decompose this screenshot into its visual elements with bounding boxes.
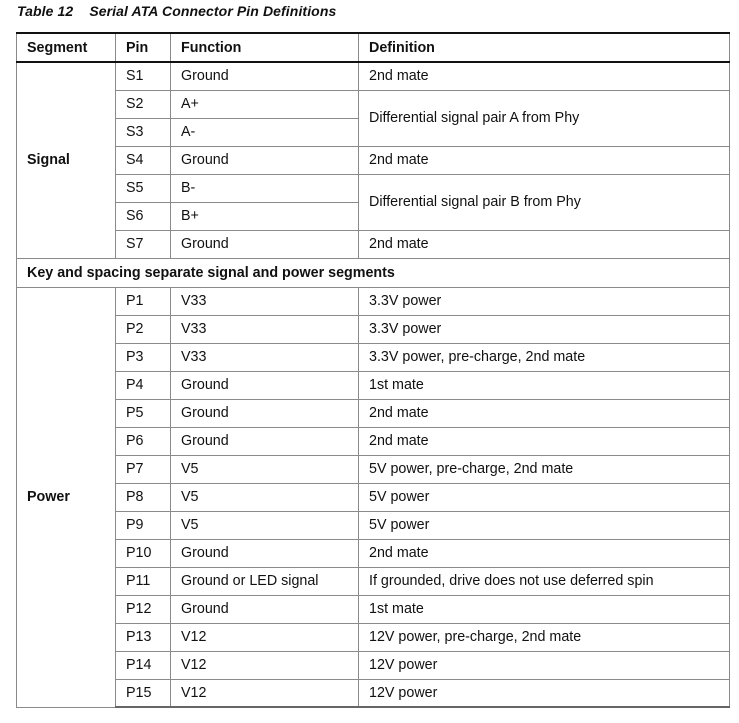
definition-cell: 2nd mate [359,539,730,567]
function-cell: Ground [171,62,359,90]
function-cell: V33 [171,315,359,343]
pin-cell: P4 [116,371,171,399]
definition-cell: 2nd mate [359,62,730,90]
pin-cell: P9 [116,511,171,539]
function-cell: Ground [171,539,359,567]
table-row [17,90,730,118]
header-pin: Pin [116,33,171,62]
header-segment: Segment [17,33,116,62]
pin-cell: S1 [116,62,171,90]
function-cell: V5 [171,455,359,483]
header-row [17,33,730,62]
separator-row [17,258,730,287]
pin-cell: S6 [116,202,171,230]
pin-cell: P5 [116,399,171,427]
function-cell: Ground [171,427,359,455]
pin-cell: P13 [116,623,171,651]
definition-cell: 5V power, pre-charge, 2nd mate [359,455,730,483]
separator-note: Key and spacing separate signal and power segments [17,258,730,287]
pin-cell: P2 [116,315,171,343]
table-row [17,511,730,539]
table-row [17,399,730,427]
table-row [17,146,730,174]
table-row [17,343,730,371]
definition-cell: 1st mate [359,595,730,623]
definition-cell: 2nd mate [359,230,730,258]
pin-cell: P7 [116,455,171,483]
table-row [17,174,730,202]
pin-cell: P1 [116,287,171,315]
function-cell: V12 [171,679,359,707]
function-cell: A- [171,118,359,146]
definition-cell: 5V power [359,511,730,539]
pin-cell: P3 [116,343,171,371]
table-title: Serial ATA Connector Pin Definitions [89,3,337,19]
segment-signal: Signal [17,62,116,258]
header-function: Function [171,33,359,62]
function-cell: Ground [171,146,359,174]
table-row [17,623,730,651]
function-cell: V33 [171,287,359,315]
table-row [17,427,730,455]
function-cell: V33 [171,343,359,371]
pin-cell: S4 [116,146,171,174]
table-row [17,567,730,595]
table-row [17,483,730,511]
pin-cell: P11 [116,567,171,595]
definition-cell: Differential signal pair B from Phy [359,174,730,230]
definition-cell: 12V power [359,679,730,707]
definition-cell: 2nd mate [359,427,730,455]
table-row [17,539,730,567]
pin-cell: S2 [116,90,171,118]
pin-cell: P15 [116,679,171,707]
pin-cell: P12 [116,595,171,623]
pin-cell: P6 [116,427,171,455]
function-cell: A+ [171,90,359,118]
table-caption [17,3,336,19]
pin-cell: P14 [116,651,171,679]
function-cell: V5 [171,483,359,511]
table-row [17,230,730,258]
table-row [17,651,730,679]
function-cell: Ground [171,595,359,623]
definition-cell: 2nd mate [359,399,730,427]
function-cell: V5 [171,511,359,539]
table-row [17,595,730,623]
function-cell: B+ [171,202,359,230]
definition-cell: Differential signal pair A from Phy [359,90,730,146]
function-cell: B- [171,174,359,202]
function-cell: Ground or LED signal [171,567,359,595]
header-definition: Definition [359,33,730,62]
definition-cell: 3.3V power [359,287,730,315]
pin-cell: P8 [116,483,171,511]
definition-cell: 3.3V power [359,315,730,343]
table-row [17,679,730,707]
table-row [17,455,730,483]
pin-cell: S7 [116,230,171,258]
segment-power: Power [17,287,116,707]
definition-cell: 2nd mate [359,146,730,174]
function-cell: Ground [171,230,359,258]
definition-cell: 12V power, pre-charge, 2nd mate [359,623,730,651]
pin-cell: S3 [116,118,171,146]
definition-cell: 12V power [359,651,730,679]
definition-cell: If grounded, drive does not use deferred spin [359,567,730,595]
function-cell: V12 [171,623,359,651]
table-row [17,315,730,343]
pin-definitions-table [16,32,730,708]
definition-cell: 5V power [359,483,730,511]
pin-cell: P10 [116,539,171,567]
table-number: Table 12 [17,3,74,19]
table-row [17,287,730,315]
pin-cell: S5 [116,174,171,202]
table-row [17,371,730,399]
table-row [17,62,730,90]
function-cell: Ground [171,399,359,427]
function-cell: V12 [171,651,359,679]
definition-cell: 1st mate [359,371,730,399]
definition-cell: 3.3V power, pre-charge, 2nd mate [359,343,730,371]
function-cell: Ground [171,371,359,399]
